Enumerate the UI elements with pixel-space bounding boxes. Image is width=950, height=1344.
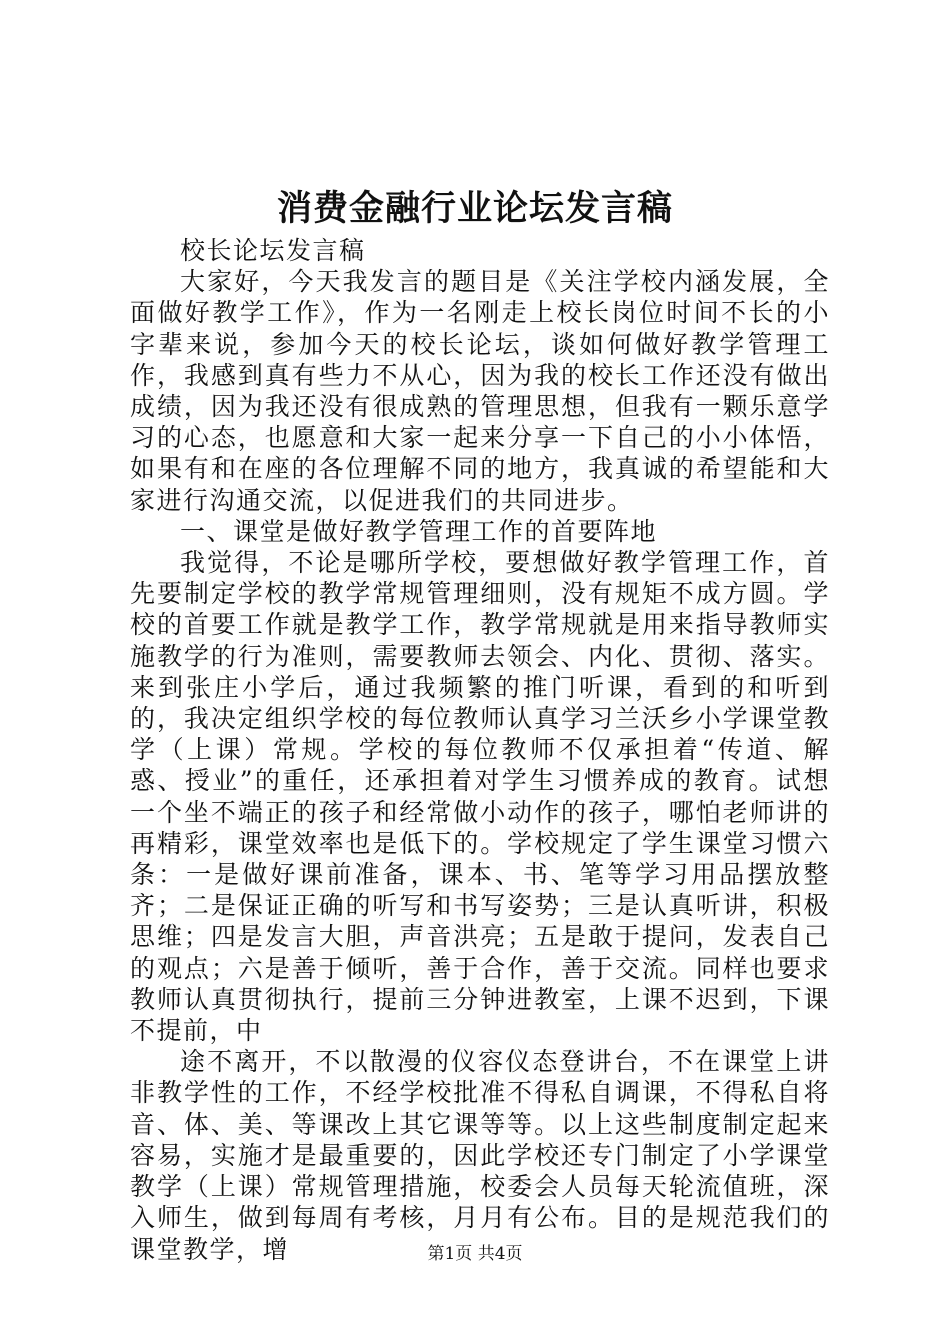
paragraph: 途不离开，不以散漫的仪容仪态登讲台，不在课堂上讲非教学性的工作，不经学校批准不得私自调课，不得私自将音、体、美、等课改上其它课等等。以上这些制度制定起来容易，实施才是最重要的，因此学校还专门制定了小学课堂教学（上课）常规管理措施，校委会人员每天轮流值班，深入师生，做到每周有考核，月月有公布。目的是规范我们的课堂教学，增: [130, 1047, 830, 1264]
paragraph: 我觉得，不论是哪所学校，要想做好教学管理工作，首先要制定学校的教学常规管理细则，没有规矩不成方圆。学校的首要工作就是教学工作，教学常规就是用来指导教师实施教学的行为准则，需要教师去领会、内化、贯彻、落实。来到张庄小学后，通过我频繁的推门听课，看到的和听到的，我决定组织学校的每位教师认真学习兰沃乡小学课堂教学（上课）常规。学校的每位教师不仅承担着“传道、解惑、授业”的重任，还承担着对学生习惯养成的教育。试想一个坐不端正的孩子和经常做小动作的孩子，哪怕老师讲的再精彩，课堂效率也是低下的。学校规定了学生课堂习惯六条：一是做好课前准备，课本、书、笔等学习用品摆放整齐；二是保证正确的听写和书写姿势；三是认真听讲，积极思维；四是发言大胆，声音洪亮；五是敢于提问，发表自己的观点；六是善于倾听，善于合作，善于交流。同样也要求教师认真贯彻执行，提前三分钟进教室，上课不迟到，下课不提前，中: [130, 548, 830, 1046]
paragraph-subtitle: 校长论坛发言稿: [180, 236, 366, 265]
document-title: 消费金融行业论坛发言稿: [276, 188, 673, 229]
document-body: [130, 235, 830, 1265]
paragraph: 大家好，今天我发言的题目是《关注学校内涵发展，全面做好教学工作》，作为一名刚走上校长岗位时间不长的小字辈来说，参加今天的校长论坛，谈如何做好教学管理工作，我感到真有些力不从心，因为我的校长工作还没有做出成绩，因为我还没有很成熟的管理思想，但我有一颗乐意学习的心态，也愿意和大家一起来分享一下自己的小小体悟，如果有和在座的各位理解不同的地方，我真诚的希望能和大家进行沟通交流，以促进我们的共同进步。: [130, 267, 830, 515]
page-footer: 第1页 共4页: [427, 1244, 523, 1264]
section-heading: 一、课堂是做好教学管理工作的首要阵地: [180, 516, 658, 546]
